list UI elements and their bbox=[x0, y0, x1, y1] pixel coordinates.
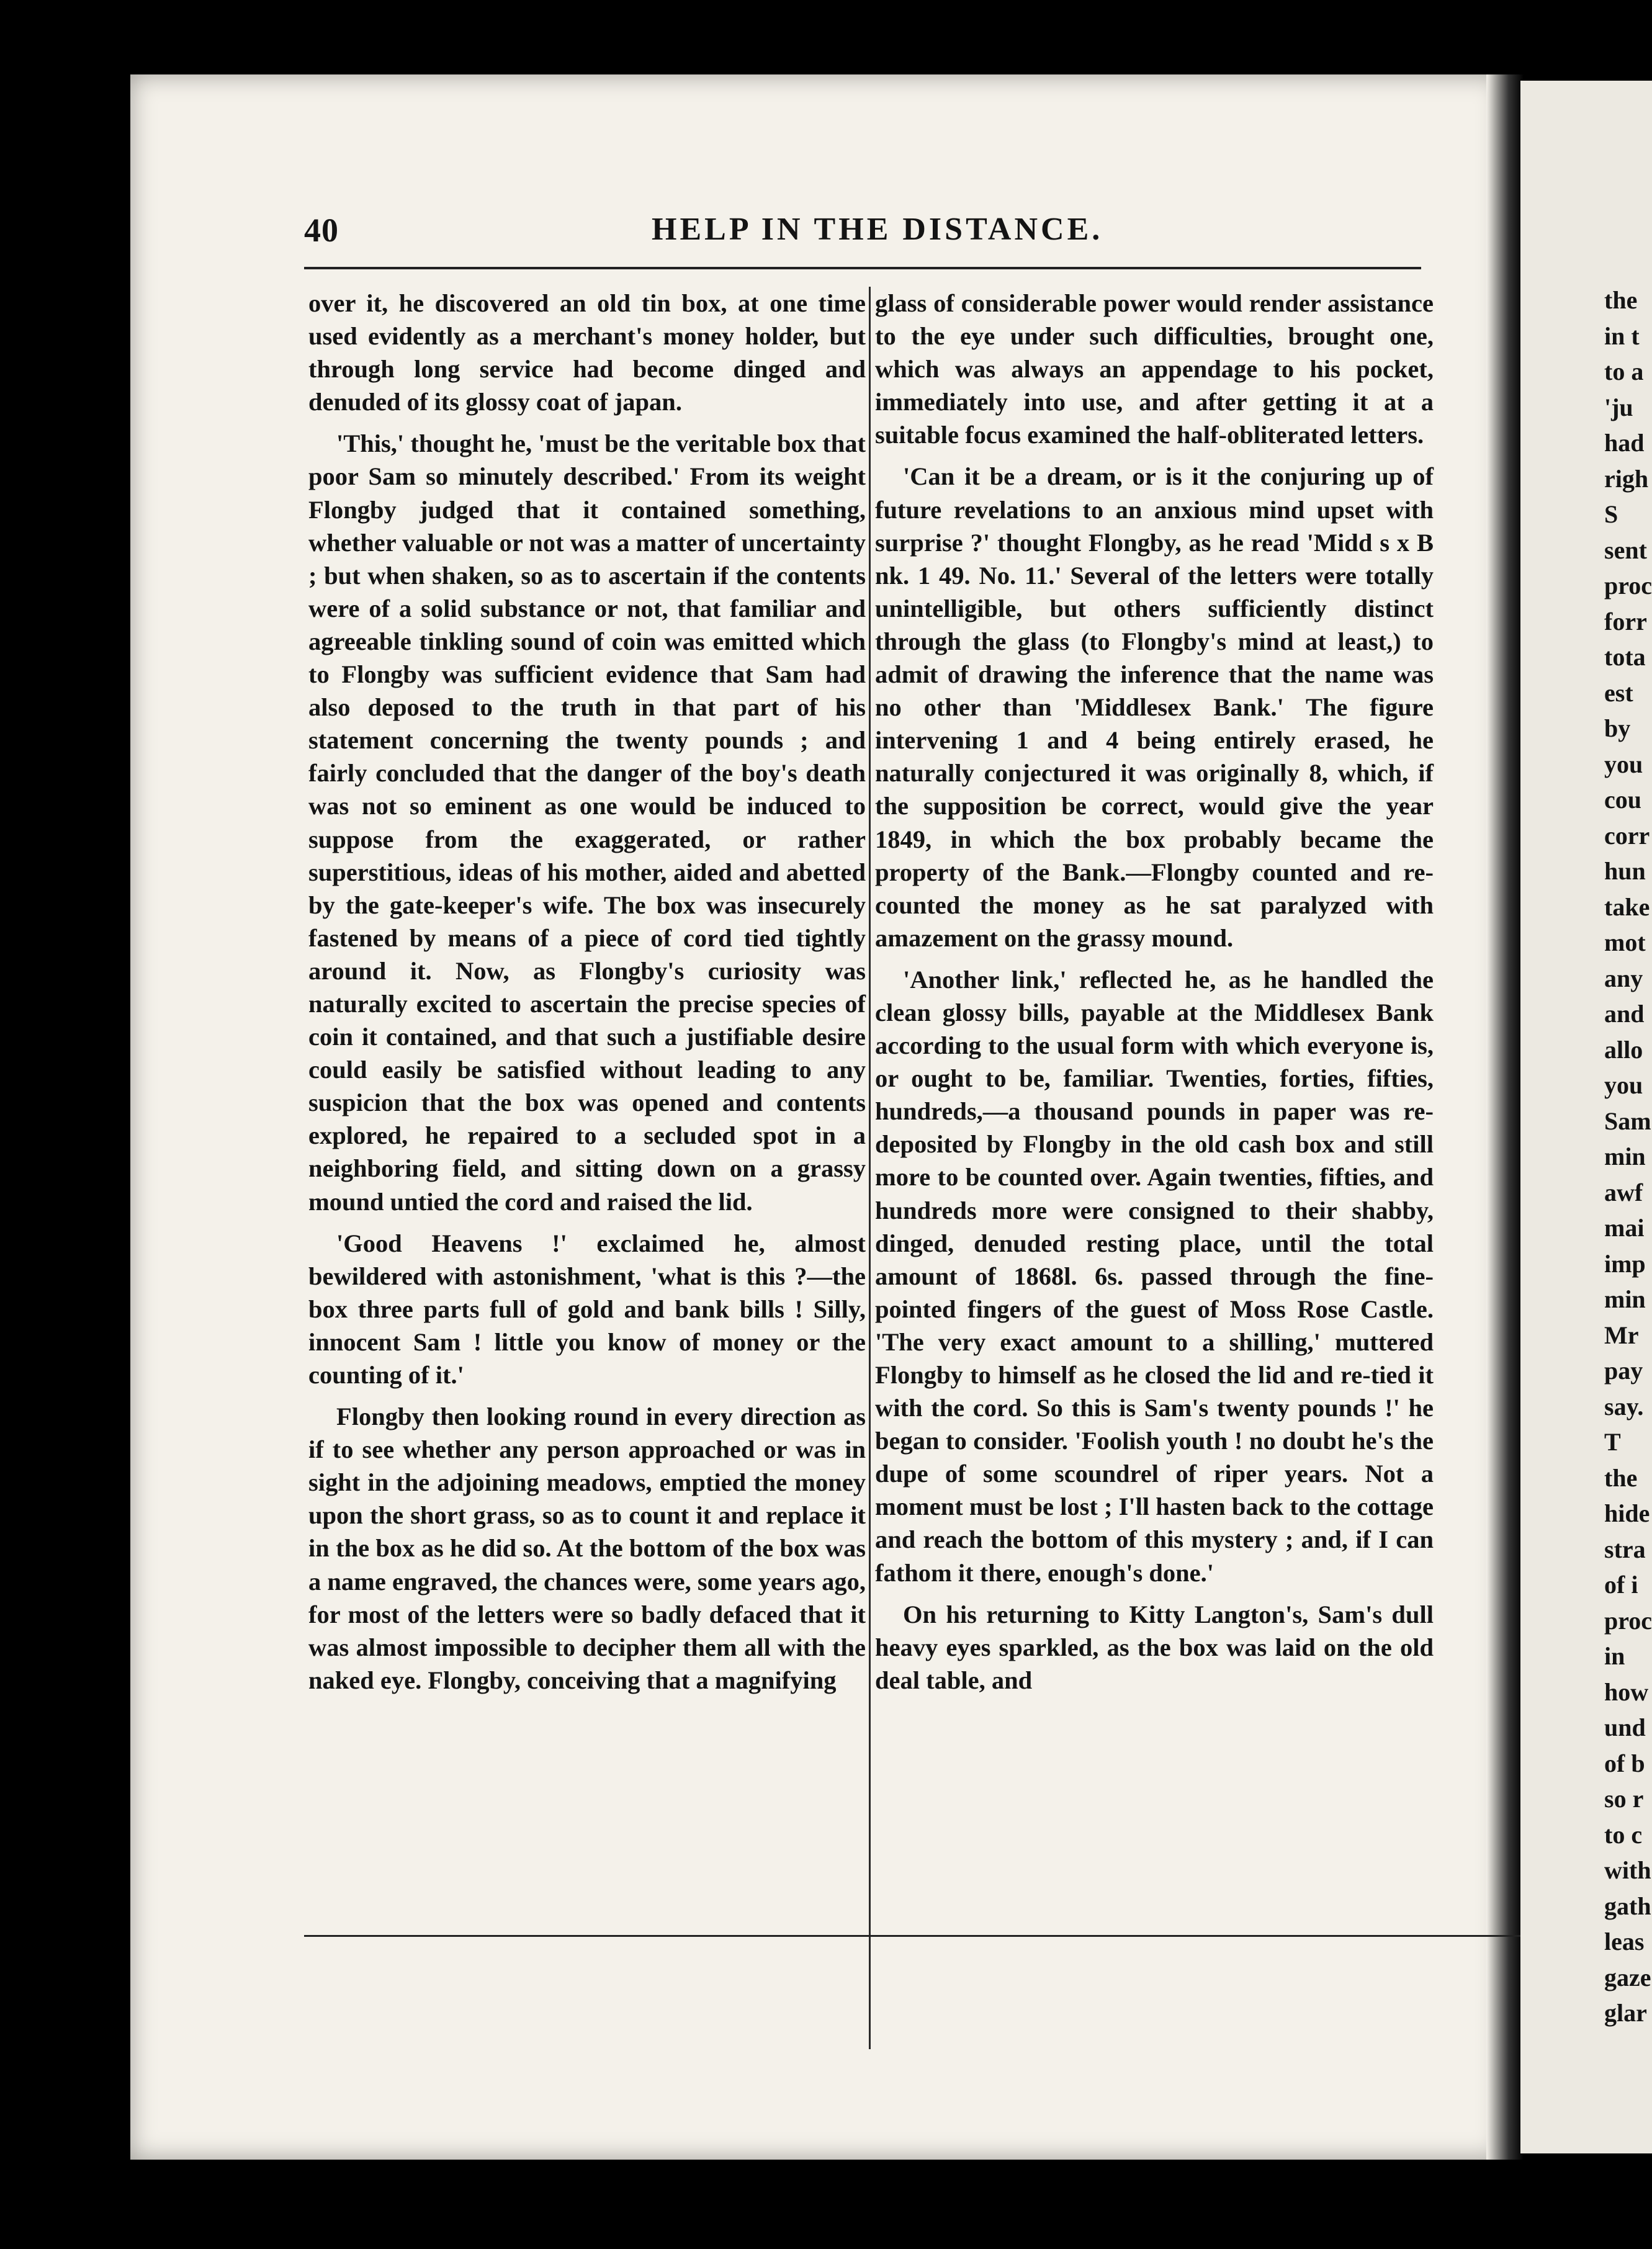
adjacent-page-text: by bbox=[1604, 714, 1631, 742]
left-column bbox=[308, 287, 866, 1697]
paragraph: 'Can it be a dream, or is it the conjuring up of future revelations to an anxious mind upset with surprise ?' thought Flongby, as he read 'Midd s x B nk. 1 49. No. 11.' Several of the letters were totally unintelligible, but others sufficiently distinct through the glass (to Flongby's mind at least,) to admit of drawing the inference that the name was no other than 'Middlesex Bank.' The figure intervening 1 and 4 being entirely erased, he naturally conjectured it was originally 8, which, if the supposition be correct, would give the year 1849, in which the box probably became the property of the Bank.—Flongby counted and re-counted the money as he sat paralyzed with amazement on the grassy mound. bbox=[875, 462, 1434, 952]
adjacent-page-text: to c bbox=[1604, 1820, 1643, 1849]
adjacent-page-text: cou bbox=[1604, 786, 1641, 814]
adjacent-page-text: the bbox=[1604, 286, 1638, 314]
adjacent-page-text: awf bbox=[1604, 1178, 1643, 1206]
adjacent-page-text: proc bbox=[1604, 1606, 1652, 1635]
adjacent-page-text: hide bbox=[1604, 1499, 1650, 1527]
adjacent-page-text: say. bbox=[1604, 1392, 1644, 1421]
adjacent-page-text: of b bbox=[1604, 1749, 1645, 1777]
adjacent-page-text: min bbox=[1604, 1142, 1646, 1170]
adjacent-page-text: righ bbox=[1604, 464, 1649, 493]
adjacent-page-text: and bbox=[1604, 1000, 1645, 1028]
book-gutter bbox=[1486, 74, 1524, 2160]
adjacent-page-text: had bbox=[1604, 429, 1645, 457]
adjacent-page-text: est bbox=[1604, 678, 1633, 707]
adjacent-page-text: take bbox=[1604, 892, 1650, 921]
scan-border-bottom bbox=[0, 2168, 1652, 2249]
adjacent-page-text: so r bbox=[1604, 1785, 1644, 1813]
adjacent-page-text: glar bbox=[1604, 1999, 1647, 2027]
adjacent-page-text: imp bbox=[1604, 1249, 1646, 1278]
adjacent-page-text: any bbox=[1604, 964, 1643, 992]
adjacent-page-text: pay bbox=[1604, 1357, 1643, 1385]
paragraph: Flongby then looking round in every direction as if to see whether any person approached or was in sight in the adjoining meadows, emptied the money upon the short grass, so as to count it and replace it in the box as he did so. At the bottom of the box was a name engraved, the chances were, some years ago, for most of the letters were so badly defaced that it was almost impossible to decipher them all with the naked eye. Flongby, conceiving that a magnifying bbox=[308, 1403, 866, 1694]
page-number: 40 bbox=[304, 212, 339, 249]
adjacent-page-text: T bbox=[1604, 1428, 1621, 1456]
adjacent-page-text: Sam bbox=[1604, 1107, 1651, 1135]
adjacent-page-text: forr bbox=[1604, 607, 1647, 635]
adjacent-page-text: in bbox=[1604, 1642, 1625, 1670]
scan-border-top bbox=[0, 0, 1652, 68]
adjacent-page-text: mot bbox=[1604, 928, 1646, 956]
running-title: HELP IN THE DISTANCE. bbox=[652, 212, 1103, 247]
adjacent-page-text: how bbox=[1604, 1677, 1649, 1706]
adjacent-page-text: to a bbox=[1604, 357, 1644, 385]
right-column bbox=[875, 287, 1434, 1697]
adjacent-page-text: allo bbox=[1604, 1035, 1643, 1064]
adjacent-page-edge bbox=[1520, 81, 1652, 2153]
scan-artifact-line bbox=[304, 1935, 1520, 1937]
adjacent-page-text: hun bbox=[1604, 857, 1646, 885]
paragraph: On his returning to Kitty Langton's, Sam's dull heavy eyes sparkled, as the box was laid on the old deal table, and bbox=[875, 1600, 1434, 1694]
adjacent-page-text: 'ju bbox=[1604, 393, 1633, 421]
adjacent-page-text: gaze bbox=[1604, 1963, 1651, 1991]
adjacent-page-text: leas bbox=[1604, 1928, 1645, 1955]
adjacent-page-text: with bbox=[1604, 1856, 1651, 1884]
adjacent-page-text: in t bbox=[1604, 321, 1640, 350]
adjacent-page-text: proc bbox=[1604, 572, 1652, 599]
running-header bbox=[304, 211, 1421, 261]
adjacent-page-text: Mr bbox=[1604, 1321, 1639, 1349]
adjacent-page-text: min bbox=[1604, 1285, 1646, 1313]
adjacent-page-text: und bbox=[1604, 1713, 1646, 1741]
scan-border-left bbox=[0, 0, 124, 2249]
adjacent-page-text: tota bbox=[1604, 643, 1646, 671]
column-divider bbox=[869, 287, 871, 2049]
paragraph: 'This,' thought he, 'must be the veritable box that poor Sam so minutely described.' From its weight Flongby judged that it contained something, whether valuable or not was a matter of uncertainty ; but when shaken, so as to ascertain if the contents were of a solid substance or not, that familiar and agreeable tinkling sound of coin was emitted which to Flongby was sufficient evidence that Sam had also deposed to the truth in that part of his statement concerning the twenty pounds ; and fairly concluded that the danger of the boy's death was not so eminent as one would be induced to suppose from the exaggerated, or rather superstitious, ideas of his mother, aided and abetted by the gate-keeper's wife. The box was insecurely fastened by means of a piece of cord tied tightly around it. Now, as Flongby's curiosity was naturally excited to ascertain the precise species of coin it contained, and that such a justifiable desire could easily be satisfied without leading to any suspicion that the box was opened and contents explored, he repaired to a secluded spot in a neighboring field, and sitting down on a grassy mound untied the cord and raised the lid. bbox=[308, 429, 866, 1216]
adjacent-page-text: of i bbox=[1604, 1571, 1638, 1599]
paragraph: 'Good Heavens !' exclaimed he, almost bewildered with astonishment, 'what is this ?—the box three parts full of gold and bank bills ! Silly, innocent Sam ! little you know of money or the counting of it.' bbox=[308, 1229, 866, 1389]
adjacent-page-text: S bbox=[1604, 500, 1618, 528]
adjacent-page-text: the bbox=[1604, 1463, 1638, 1492]
adjacent-page-text: corr bbox=[1604, 821, 1650, 850]
paragraph: over it, he discovered an old tin box, at one time used evidently as a merchant's money holder, but through long service had become dinged and denuded of its glossy coat of japan. bbox=[308, 289, 866, 416]
adjacent-page-text: you bbox=[1604, 750, 1643, 778]
header-rule bbox=[304, 267, 1421, 269]
adjacent-page-text: mai bbox=[1604, 1214, 1645, 1242]
paragraph: glass of considerable power would render assistance to the eye under such difficulties, brought one, which was always an appendage to his pocket, immediately into use, and after getting it at a suitable focus examined the half-obliterated letters. bbox=[875, 289, 1434, 449]
paragraph: 'Another link,' reflected he, as he handled the clean glossy bills, payable at the Middlesex Bank according to the usual form with which everyone is, or ought to be, familiar. Twenties, forties, fifties, hundreds,—a thousand pounds in paper was re-deposited by Flongby in the old cash box and still more to be counted over. Again twenties, fifties, and hundreds more were consigned to their shabby, dinged, denuded resting place, until the total amount of 1868l. 6s. passed through the fine-pointed fingers of the guest of Moss Rose Castle. 'The very exact amount to a shilling,' muttered Flongby to himself as he closed the lid and re-tied it with the cord. So this is Sam's twenty pounds !' he began to consider. 'Foolish youth ! no doubt he's the dupe of some scoundrel of riper years. Not a moment must be lost ; I'll hasten back to the cottage and reach the bottom of this mystery ; and, if I can fathom it there, enough's done.' bbox=[875, 965, 1434, 1587]
adjacent-page-text: sent bbox=[1604, 536, 1647, 564]
adjacent-page-text: gath bbox=[1604, 1892, 1651, 1920]
adjacent-page-text: stra bbox=[1604, 1535, 1646, 1563]
adjacent-page-text: you bbox=[1604, 1071, 1643, 1099]
